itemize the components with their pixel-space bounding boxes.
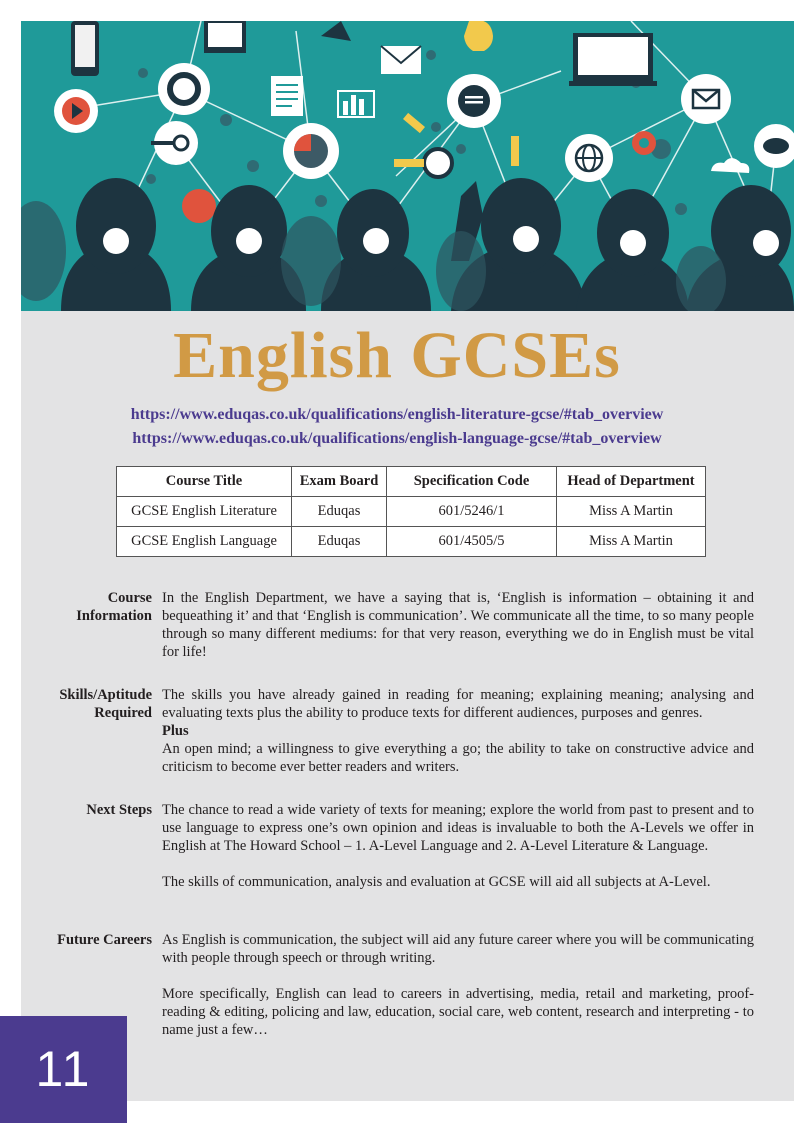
section-body: [162, 931, 754, 1039]
network-illustration: [21, 21, 794, 311]
header-head-of-department: Head of Department: [557, 467, 706, 497]
header-course-title: Course Title: [117, 467, 292, 497]
paragraph: An open mind; a willingness to give everything a go; the ability to take on constructive advice and criticism to become ever better readers and writers.: [162, 741, 754, 775]
plus-heading: Plus: [162, 723, 189, 739]
paragraph: More specifically, English can lead to careers in advertising, media, retail and marketing, proof-reading & editing, policing and law, education, social care, web content, research and interpreting - to name just a few…: [162, 986, 754, 1038]
section-body: [162, 686, 754, 776]
section-label: Skills/Aptitude Required: [59, 687, 152, 721]
header-exam-board: Exam Board: [292, 467, 387, 497]
paragraph: The skills of communication, analysis and evaluation at GCSE will aid all subjects at A-Level.: [162, 874, 711, 890]
paragraph: As English is communication, the subject will aid any future career where you will be communicating with people through speech or through writing.: [162, 932, 754, 966]
table-row: [117, 527, 706, 557]
paragraph: The chance to read a wide variety of texts for meaning; explore the world from past to present and to use language to express one’s own opinion and ideas is invaluable to both the A-Levels we offer in English at The Howard School – 1. A-Level Language and 2. A-Level Literature & Language.: [162, 802, 754, 854]
reference-links: [0, 403, 794, 451]
course-table: [116, 466, 706, 557]
paragraph: The skills you have already gained in reading for meaning; explaining meaning; analysing and evaluating texts plus the ability to produce texts for different audiences, purposes and genres.: [162, 687, 754, 721]
cell-course-title: GCSE English Literature: [117, 497, 292, 527]
cell-exam-board: Eduqas: [292, 497, 387, 527]
cell-head-of-department: Miss A Martin: [557, 497, 706, 527]
section-label: Next Steps: [86, 802, 152, 818]
section-body: [162, 801, 754, 891]
paragraph: In the English Department, we have a saying that is, ‘English is information – obtaining it and bequeathing it’ and that ‘English is communication’. We communicate all the time, to so many people through so many different mediums: for that very reason, everything we do in English must be vital for life!: [162, 590, 754, 660]
cell-exam-board: Eduqas: [292, 527, 387, 557]
section-body: [162, 589, 754, 661]
section-label: Future Careers: [57, 932, 152, 948]
hero-image: [21, 21, 794, 311]
cell-spec-code: 601/4505/5: [387, 527, 557, 557]
table-row: [117, 497, 706, 527]
cell-head-of-department: Miss A Martin: [557, 527, 706, 557]
page-title: English GCSEs: [173, 319, 621, 392]
cell-course-title: GCSE English Language: [117, 527, 292, 557]
header-spec-code: Specification Code: [387, 467, 557, 497]
literature-link[interactable]: https://www.eduqas.co.uk/qualifications/english-literature-gcse/#tab_overview: [130, 406, 664, 423]
section-label: Course Information: [76, 590, 152, 624]
cell-spec-code: 601/5246/1: [387, 497, 557, 527]
language-link[interactable]: https://www.eduqas.co.uk/qualifications/english-language-gcse/#tab_overview: [132, 430, 662, 447]
table-header-row: [117, 467, 706, 497]
page-number: 11: [0, 1016, 127, 1123]
